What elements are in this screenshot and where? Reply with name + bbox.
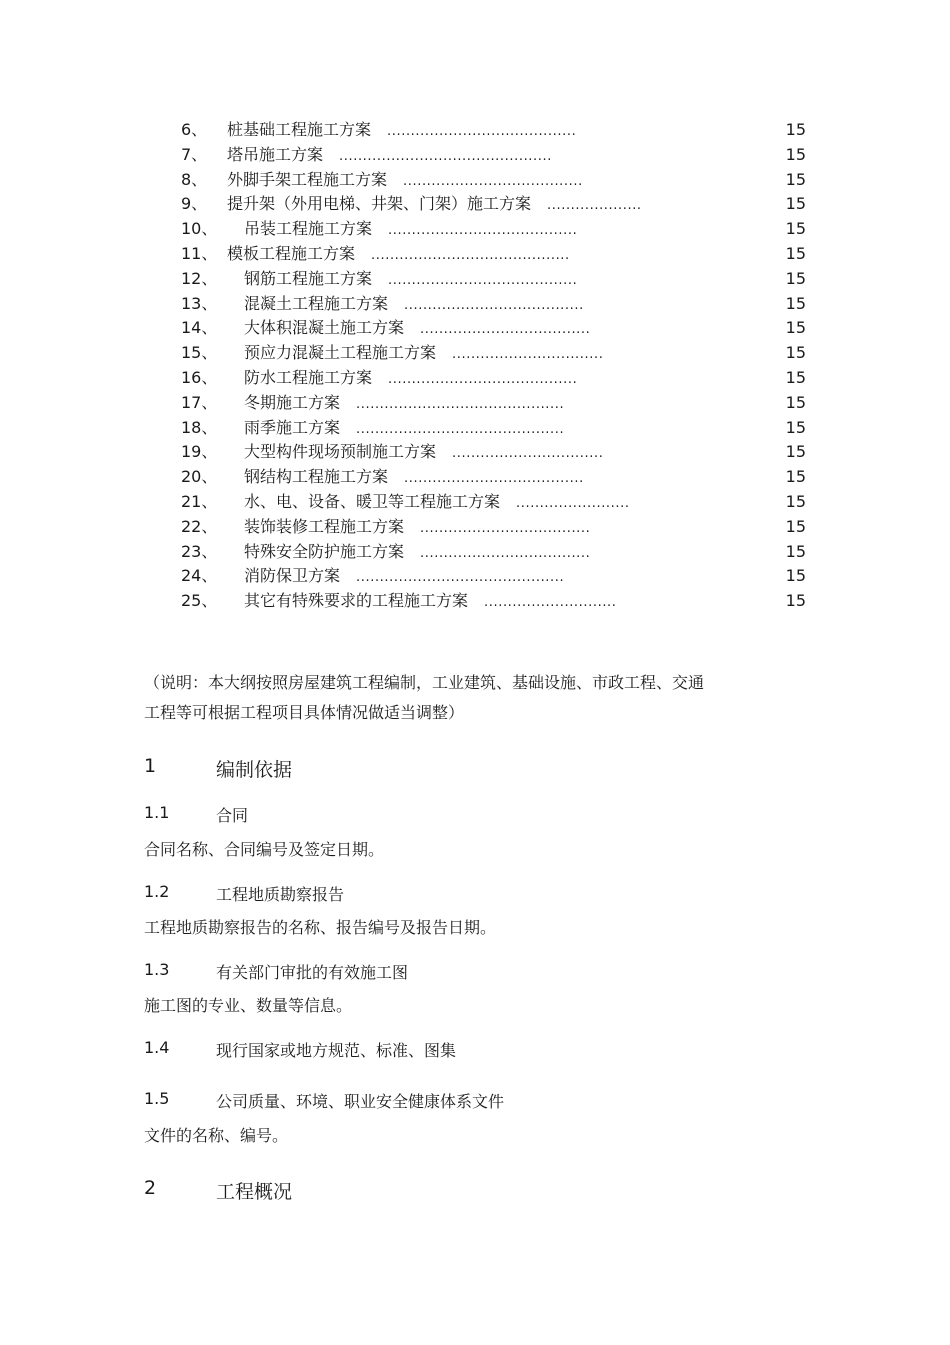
toc-entry-page-number: 15 (785, 367, 806, 387)
toc-entry-title: 提升架（外用电梯、井架、门架）施工方案 (227, 194, 532, 214)
toc-entry-title-group (244, 416, 564, 443)
toc-entry-title: 混凝土工程施工方案 (244, 293, 389, 313)
toc-entry-number: 14、 (181, 318, 218, 338)
toc-entry (0, 341, 950, 366)
table-of-contents (0, 118, 950, 614)
toc-entry-page-number: 15 (785, 194, 806, 214)
toc-entry-page-number: 15 (785, 343, 806, 363)
subsection-title: 公司质量、环境、职业安全健康体系文件 (216, 1092, 505, 1111)
toc-entry-page-number: 15 (785, 541, 806, 561)
section-1-title: 编制依据 (216, 759, 293, 781)
toc-leader-dots: .................... (547, 198, 642, 214)
subsection-number: 1.1 (144, 803, 170, 822)
toc-entry-page-number: 15 (785, 442, 806, 462)
note-line-1: （说明：本大纲按照房屋建筑工程编制，工业建筑、基础设施、市政工程、交通 (144, 673, 705, 692)
toc-entry (0, 540, 950, 565)
toc-entry-number: 7、 (181, 144, 208, 164)
toc-leader-dots: ............................................ (356, 396, 565, 412)
toc-entry-title-group (244, 540, 590, 567)
toc-entry-page-number: 15 (785, 417, 806, 437)
toc-leader-dots: ........................................ (387, 124, 577, 139)
toc-leader-dots: ........................................ (388, 371, 578, 387)
subsection-title: 合同 (216, 806, 249, 825)
toc-leader-dots: .................................... (420, 520, 591, 536)
subsection-number: 1.2 (144, 882, 170, 901)
toc-leader-dots: ............................................. (339, 148, 552, 164)
toc-entry-page-number: 15 (785, 467, 806, 487)
toc-entry (0, 515, 950, 540)
toc-entry (0, 416, 950, 441)
toc-entry (0, 490, 950, 515)
toc-entry-title: 钢结构工程施工方案 (244, 467, 389, 487)
toc-entry-number: 18、 (181, 417, 218, 437)
toc-entry-page-number: 15 (785, 120, 806, 139)
toc-entry-title: 冬期施工方案 (244, 392, 341, 412)
subsection-number: 1.4 (144, 1038, 170, 1057)
toc-entry-title-group (244, 366, 577, 393)
toc-entry-title: 大体积混凝土施工方案 (244, 318, 405, 338)
note-line-2: 工程等可根据工程项目具体情况做适当调整） (144, 703, 465, 722)
toc-entry-title: 吊装工程施工方案 (244, 219, 373, 239)
toc-entry-title-group (244, 316, 590, 343)
toc-entry (0, 391, 950, 416)
toc-entry-page-number: 15 (785, 219, 806, 239)
toc-entry-number: 9、 (181, 194, 208, 214)
toc-entry-title: 模板工程施工方案 (227, 243, 356, 263)
toc-entry-page-number: 15 (785, 268, 806, 288)
toc-entry-title: 桩基础工程施工方案 (227, 120, 372, 139)
toc-entry-title-group (244, 564, 564, 591)
toc-entry-title: 塔吊施工方案 (227, 144, 324, 164)
toc-entry-number: 19、 (181, 442, 218, 462)
toc-entry-number: 24、 (181, 566, 218, 586)
toc-entry-page-number: 15 (785, 392, 806, 412)
toc-entry-title: 特殊安全防护施工方案 (244, 541, 405, 561)
toc-entry-page-number: 15 (785, 293, 806, 313)
toc-leader-dots: ...................................... (404, 297, 584, 313)
toc-entry (0, 316, 950, 341)
toc-entry-title-group (227, 192, 642, 219)
toc-entry-number: 21、 (181, 491, 218, 511)
toc-entry-title-group (244, 217, 577, 244)
toc-entry-title: 其它有特殊要求的工程施工方案 (244, 591, 469, 611)
toc-leader-dots: ................................ (452, 347, 604, 363)
toc-entry-number: 12、 (181, 268, 218, 288)
toc-entry (0, 564, 950, 589)
toc-entry-number: 10、 (181, 219, 218, 239)
toc-entry-title-group (227, 143, 552, 170)
toc-entry (0, 465, 950, 490)
subsection-1-1-body: 合同名称、合同编号及签定日期。 (144, 840, 385, 859)
toc-entry-title: 大型构件现场预制施工方案 (244, 442, 437, 462)
toc-entry-title: 钢筋工程施工方案 (244, 268, 373, 288)
toc-entry-title-group (244, 465, 584, 492)
toc-entry-number: 11、 (181, 243, 218, 263)
toc-entry-page-number: 15 (785, 491, 806, 511)
toc-entry-title-group (244, 515, 590, 542)
toc-entry (0, 440, 950, 465)
section-1-number: 1 (144, 755, 157, 777)
subsection-1-5-body: 文件的名称、编号。 (144, 1126, 289, 1145)
toc-entry-page-number: 15 (785, 566, 806, 586)
toc-entry-page-number: 15 (785, 591, 806, 611)
toc-entry-page-number: 15 (785, 318, 806, 338)
toc-entry-title-group (244, 391, 564, 418)
subsection-1-2-body: 工程地质勘察报告的名称、报告编号及报告日期。 (144, 918, 497, 937)
toc-entry-number: 13、 (181, 293, 218, 313)
toc-entry-title: 预应力混凝土工程施工方案 (244, 343, 437, 363)
toc-entry-number: 8、 (181, 169, 208, 189)
toc-entry-page-number: 15 (785, 169, 806, 189)
toc-entry (0, 168, 950, 193)
section-2-number: 2 (144, 1177, 157, 1199)
toc-entry-title-group (227, 168, 583, 195)
toc-entry-title-group (244, 292, 584, 319)
toc-entry (0, 242, 950, 267)
toc-entry (0, 292, 950, 317)
toc-leader-dots: ............................................ (356, 570, 565, 586)
toc-entry (0, 366, 950, 391)
toc-entry-title: 水、电、设备、暖卫等工程施工方案 (244, 491, 501, 511)
toc-entry (0, 267, 950, 292)
subsection-title: 有关部门审批的有效施工图 (216, 963, 409, 982)
toc-entry-title-group (227, 118, 576, 145)
subsection-title: 现行国家或地方规范、标准、图集 (216, 1041, 457, 1060)
toc-entry (0, 118, 950, 143)
explanatory-note (144, 668, 794, 728)
toc-entry-title-group (244, 341, 603, 368)
toc-entry-number: 20、 (181, 467, 218, 487)
subsection-title: 工程地质勘察报告 (216, 885, 345, 904)
toc-leader-dots: ...................................... (404, 471, 584, 487)
toc-leader-dots: ............................ (484, 595, 617, 611)
section-2-title: 工程概况 (216, 1181, 293, 1203)
toc-entry-number: 23、 (181, 541, 218, 561)
toc-entry (0, 192, 950, 217)
toc-leader-dots: ........................................ (388, 272, 578, 288)
toc-entry-title-group (244, 490, 630, 517)
toc-entry-page-number: 15 (785, 243, 806, 263)
toc-entry-number: 17、 (181, 392, 218, 412)
toc-leader-dots: ............................................ (356, 421, 565, 437)
toc-entry-title: 外脚手架工程施工方案 (227, 169, 388, 189)
toc-entry-number: 16、 (181, 367, 218, 387)
toc-entry-title: 消防保卫方案 (244, 566, 341, 586)
toc-entry (0, 143, 950, 168)
toc-entry-number: 6、 (181, 120, 208, 139)
toc-entry-title: 装饰装修工程施工方案 (244, 516, 405, 536)
toc-entry-number: 15、 (181, 343, 218, 363)
toc-leader-dots: ........................ (516, 495, 630, 511)
toc-entry-title-group (244, 589, 617, 616)
toc-entry-title: 雨季施工方案 (244, 417, 341, 437)
toc-entry-title: 防水工程施工方案 (244, 367, 373, 387)
toc-entry-title-group (244, 440, 603, 467)
subsection-1-3-body: 施工图的专业、数量等信息。 (144, 996, 353, 1015)
toc-entry-page-number: 15 (785, 144, 806, 164)
toc-leader-dots: ...................................... (403, 173, 583, 189)
toc-leader-dots: .......................................... (371, 247, 570, 263)
toc-entry-page-number: 15 (785, 516, 806, 536)
toc-leader-dots: .................................... (420, 545, 591, 561)
toc-entry-title-group (227, 242, 570, 269)
subsection-number: 1.3 (144, 960, 170, 979)
subsection-number: 1.5 (144, 1089, 170, 1108)
toc-leader-dots: .................................... (420, 322, 591, 338)
toc-leader-dots: ........................................ (388, 223, 578, 239)
toc-entry-title-group (244, 267, 577, 294)
toc-entry-number: 25、 (181, 591, 218, 611)
toc-entry (0, 217, 950, 242)
toc-entry (0, 589, 950, 614)
toc-entry-number: 22、 (181, 516, 218, 536)
toc-leader-dots: ................................ (452, 446, 604, 462)
